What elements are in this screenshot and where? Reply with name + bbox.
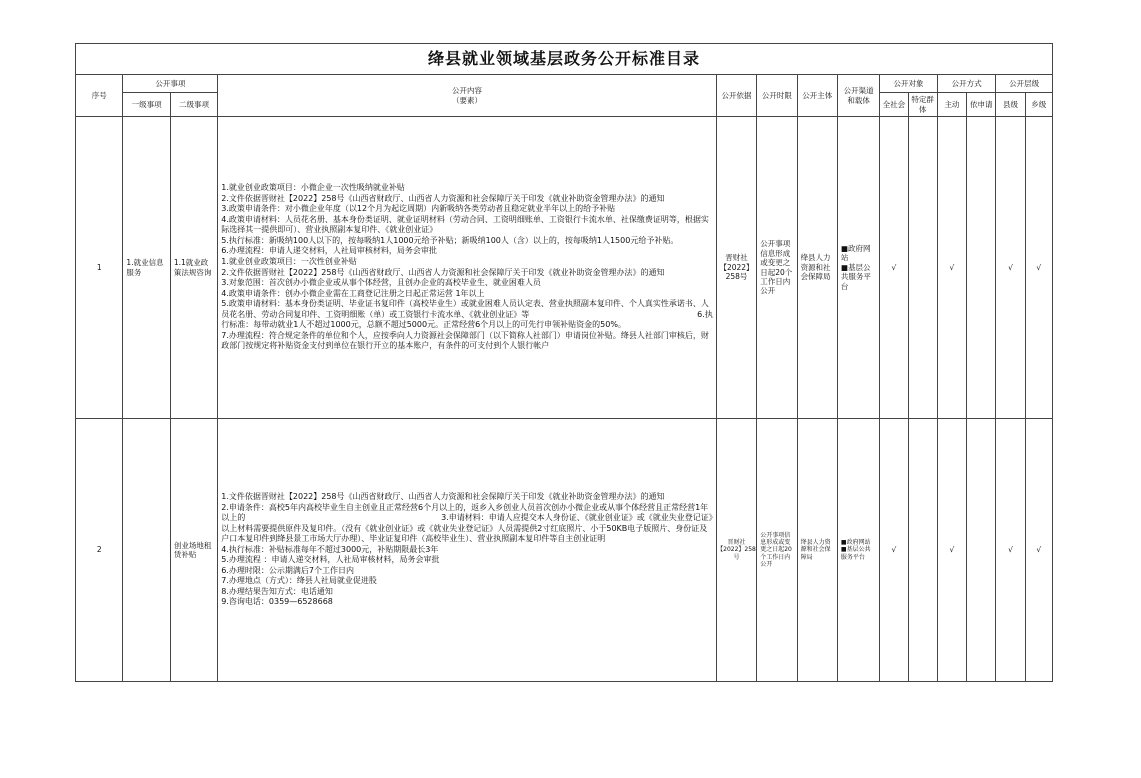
header-subject: 公开主体 xyxy=(797,75,837,117)
row-time: 公开事项信息形成或变更之日起20个工作日内公开 xyxy=(757,419,797,682)
row-method-active: √ xyxy=(937,117,966,419)
header-channel-line1: 公开渠道 xyxy=(843,86,874,96)
header-level-county: 县级 xyxy=(996,93,1025,117)
page-title: 绛县就业领域基层政务公开标准目录 xyxy=(76,44,1053,75)
row-target-all: √ xyxy=(880,117,908,419)
header-method-active: 主动 xyxy=(937,93,966,117)
row-level2: 1.1就业政策法规咨询 xyxy=(170,117,217,419)
row-content: 1.就业创业政策项目：小微企业一次性吸纳就业补贴 2.文件依据晋财社【2022】258号《山西省财政厅、山西省人力资源和社会保障厅关于印发《就业补助资金管理办法》的通知 3.政策申请条件：对小微企业年度（以12个月为起讫周期）内新吸纳各类劳动者且稳定就业半年以上的给予补贴 4.政策申请材料：人员花名册、基本身份类证明、就业证明材料（劳动合同、工资明细账单、工资银行卡流水单、社保缴费证明等，根据实际选择其一提供即可）、营业执照副本复印件、《就业创业证》 5.执行标准：新吸纳100人以下的，按每吸纳1人1000元给予补贴；新吸纳100人（含）以上的，按每吸纳1人1500元给予补贴。 6.办理流程：申请人递交材料，人社局审核材料，局务会审批 1.就业创业政策项目：一次性创业补贴 2.文件依据晋财社【2022】258号《山西省财政厅、山西省人力资源和社会保障厅关于印发《就业补助资金管理办法》的通知 3.对象范围：首次创办小微企业或从事个体经营，且创办企业的高校毕业生、就业困难人员 4.政策申请条件：创办小微企业需在工商登记注册之日起正常运营 1年以上 5.政策申请材料：基本身份类证明、毕业证书复印件（高校毕业生）或就业困难人员认定表、营业执照副本复印件、个人真实性承诺书、人员花名册、劳动合同复印件、工资明细账（单）或工资银行卡流水单、《就业创业证》等 6.执行标准：每带动就业1人不超过1000元，总额不超过5000元。正常经营6个月以上的可先行申领补贴资金的50%。 7.办理流程：符合规定条件的单位和个人，应按季向人力资源社会保障部门（以下简称人社部门）申请岗位补贴。绛县人社部门审核后，财政部门按规定将补贴资金支付到单位在银行开立的基本账户，有条件的可支付到个人银行帐户 xyxy=(218,117,717,419)
header-level2: 二级事项 xyxy=(170,93,217,117)
row-target-specific xyxy=(908,419,937,682)
header-seq: 序号 xyxy=(76,75,123,117)
header-channel xyxy=(837,75,879,117)
row-method-request xyxy=(967,117,996,419)
row-level1 xyxy=(123,419,170,682)
row-channel: ■政府网站 ■基层公共服务平台 xyxy=(837,117,879,419)
row-level2: 创业场地租赁补贴 xyxy=(170,419,217,682)
header-time: 公开时限 xyxy=(757,75,797,117)
row-basis: 晋财社【2022】258号 xyxy=(716,117,756,419)
header-content xyxy=(218,75,717,117)
header-channel-line2: 和载体 xyxy=(847,95,870,105)
header-target-all: 全社会 xyxy=(880,93,908,117)
header-content-line2: （要素） xyxy=(452,95,483,105)
row-seq: 1 xyxy=(76,117,123,419)
row-level-county: √ xyxy=(996,117,1025,419)
row-time: 公开事项信息形成或变更之日起20个工作日内公开 xyxy=(757,117,797,419)
header-basis: 公开依据 xyxy=(716,75,756,117)
header-level1: 一级事项 xyxy=(123,93,170,117)
row-content: 1.文件依据晋财社【2022】258号《山西省财政厅、山西省人力资源和社会保障厅关于印发《就业补助资金管理办法》的通知 2.申请条件：高校5年内高校毕业生自主创业且正常经营6个月以上的，返乡入乡创业人员首次创办小微企业或从事个体经营且正常经营1年以上的 3.申请材料：申请人应提交本人身份证、《就业创业证》或《就业失业登记证》以上材料需要提供原件及复印件。（没有《就业创业证》或《就业失业登记证》人员需提供2寸红底照片、小于50KB电子版照片、身份证及户口本复印件到绛县景工市场大厅办理）、毕业证复印件（高校毕业生）、营业执照副本复印件等自主创业证明 4.执行标准：补贴标准每年不超过3000元，补贴期限最长3年 5.办理流程 ：申请人递交材料，人社局审核材料，局务会审批 6.办理时限：公示期满后7个工作日内 7.办理地点（方式）：绛县人社局就业促进股 8.办理结果告知方式：电话通知 9.咨询电话：0359—6528668 xyxy=(218,419,717,682)
header-method-request: 依申请 xyxy=(967,93,996,117)
catalog-table xyxy=(75,43,1053,682)
header-method: 公开方式 xyxy=(937,75,996,93)
row-level-county: √ xyxy=(996,419,1025,682)
row-level1: 1.就业信息服务 xyxy=(123,117,170,419)
row-target-all: √ xyxy=(880,419,908,682)
row-method-active: √ xyxy=(937,419,966,682)
row-seq: 2 xyxy=(76,419,123,682)
row-subject: 绛县人力资源和社会保障局 xyxy=(797,117,837,419)
header-level: 公开层级 xyxy=(996,75,1053,93)
header-target-specific: 特定群体 xyxy=(908,93,937,117)
row-level-township: √ xyxy=(1025,419,1052,682)
table-row xyxy=(76,117,1053,419)
row-channel: ■政府网站 ■基层公共服务平台 xyxy=(837,419,879,682)
row-subject: 绛县人力资源和社会保障局 xyxy=(797,419,837,682)
row-method-request xyxy=(967,419,996,682)
row-level-township: √ xyxy=(1025,117,1052,419)
header-level-township: 乡级 xyxy=(1025,93,1052,117)
table-row xyxy=(76,419,1053,682)
row-basis: 晋财社【2022】258号 xyxy=(716,419,756,682)
header-target: 公开对象 xyxy=(880,75,938,93)
header-items: 公开事项 xyxy=(123,75,218,93)
header-content-line1: 公开内容 xyxy=(452,86,483,96)
row-target-specific xyxy=(908,117,937,419)
